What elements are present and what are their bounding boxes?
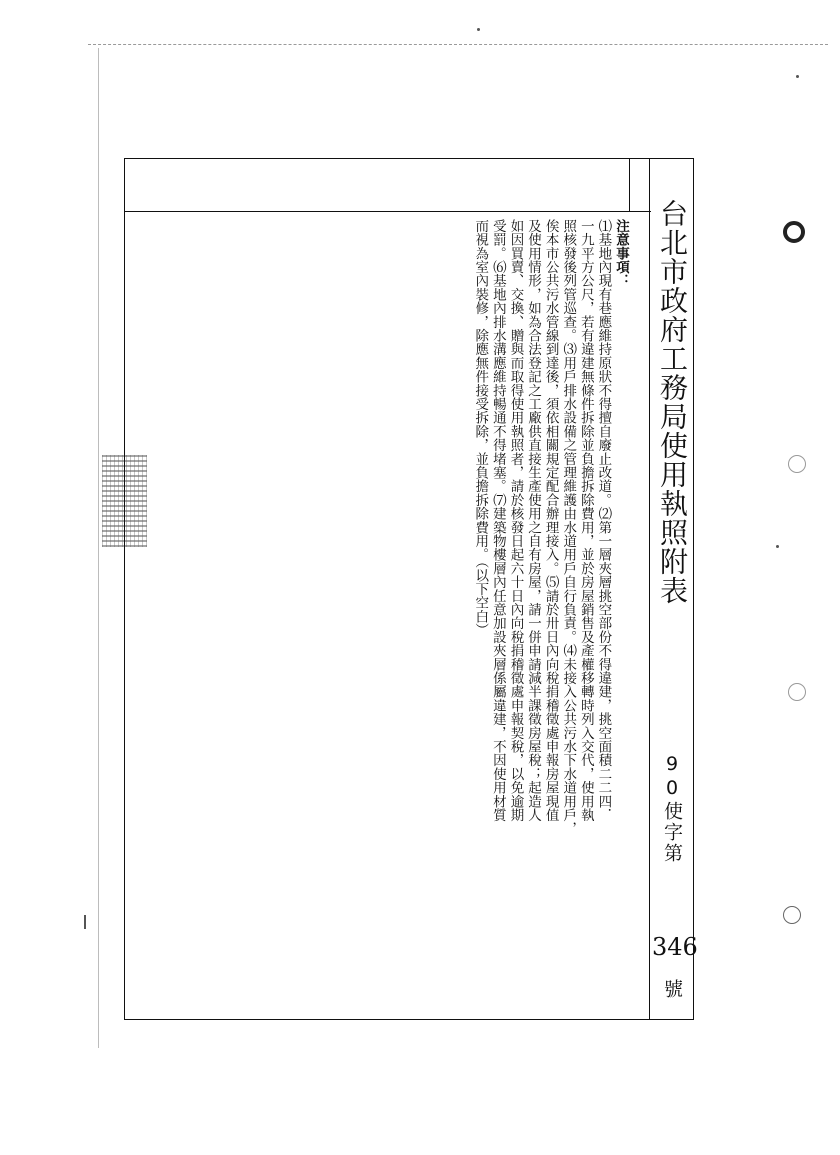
scan-speck <box>84 915 86 929</box>
notes-line: 照核發後列管巡查。⑶用戶排水設備之管理維護由水道用戶自行負責。⑷未接入公共污水下水道用戶， <box>560 219 577 836</box>
scan-edge-left <box>98 48 99 1048</box>
punch-hole-mark <box>783 906 801 924</box>
notes-line: 受罰。⑹基地內排水溝應維持暢通不得堵塞。⑺建築物樓層內任意加設夾層係屬違建，不因使用材質 <box>489 219 506 822</box>
notes-line: ⑴基地內現有巷應維持原狀不得擅自廢止改道。⑵第一層夾層挑空部份不得違建，挑空面積二二四． <box>595 219 612 822</box>
scan-speck <box>477 28 480 31</box>
form-title: 台北市政府工務局使用執照附表 <box>656 199 689 605</box>
notes-section <box>471 219 629 1019</box>
scan-speck <box>776 545 779 548</box>
notes-line: 俟本市公共污水管線到達後，須依相關規定配合辦理接入。⑸請於卅日內向稅捐稽徵處申報房屋現值 <box>542 219 559 822</box>
scan-edge-top <box>88 44 828 45</box>
punch-hole-mark <box>788 455 806 473</box>
notes-line: 及使用情形，如為合法登記之工廠供直接生產使用之自有房屋，請一併申請減半課徵房屋稅；起造人 <box>525 219 542 822</box>
notes-line: 而視為室內裝修，除應無件接受拆除，並負擔拆除費用。（以下空白） <box>472 219 489 637</box>
title-column <box>649 159 698 1019</box>
document-year-prefix: 90使字第 <box>661 753 683 864</box>
notes-line: 如因買賣、交換、贈與而取得使用執照者，請於核發日起六十日內向稅捐稽徵處申報契稅，以免逾期 <box>507 219 524 822</box>
notes-heading: 注意事項： <box>613 219 629 288</box>
document-number: 346 <box>652 933 698 961</box>
permit-attachment-form <box>124 158 698 1020</box>
notes-line: 一九平方公尺，若有違建無條件拆除並負擔拆除費用，並於房屋銷售及產權移轉時列入交代，使用執 <box>577 219 594 822</box>
document-number-suffix: 號 <box>661 979 683 998</box>
punch-hole-mark <box>788 683 806 701</box>
header-box-divider <box>629 159 651 211</box>
scan-speck <box>796 75 799 78</box>
header-rule <box>125 211 651 212</box>
punch-hole-mark <box>783 221 805 243</box>
